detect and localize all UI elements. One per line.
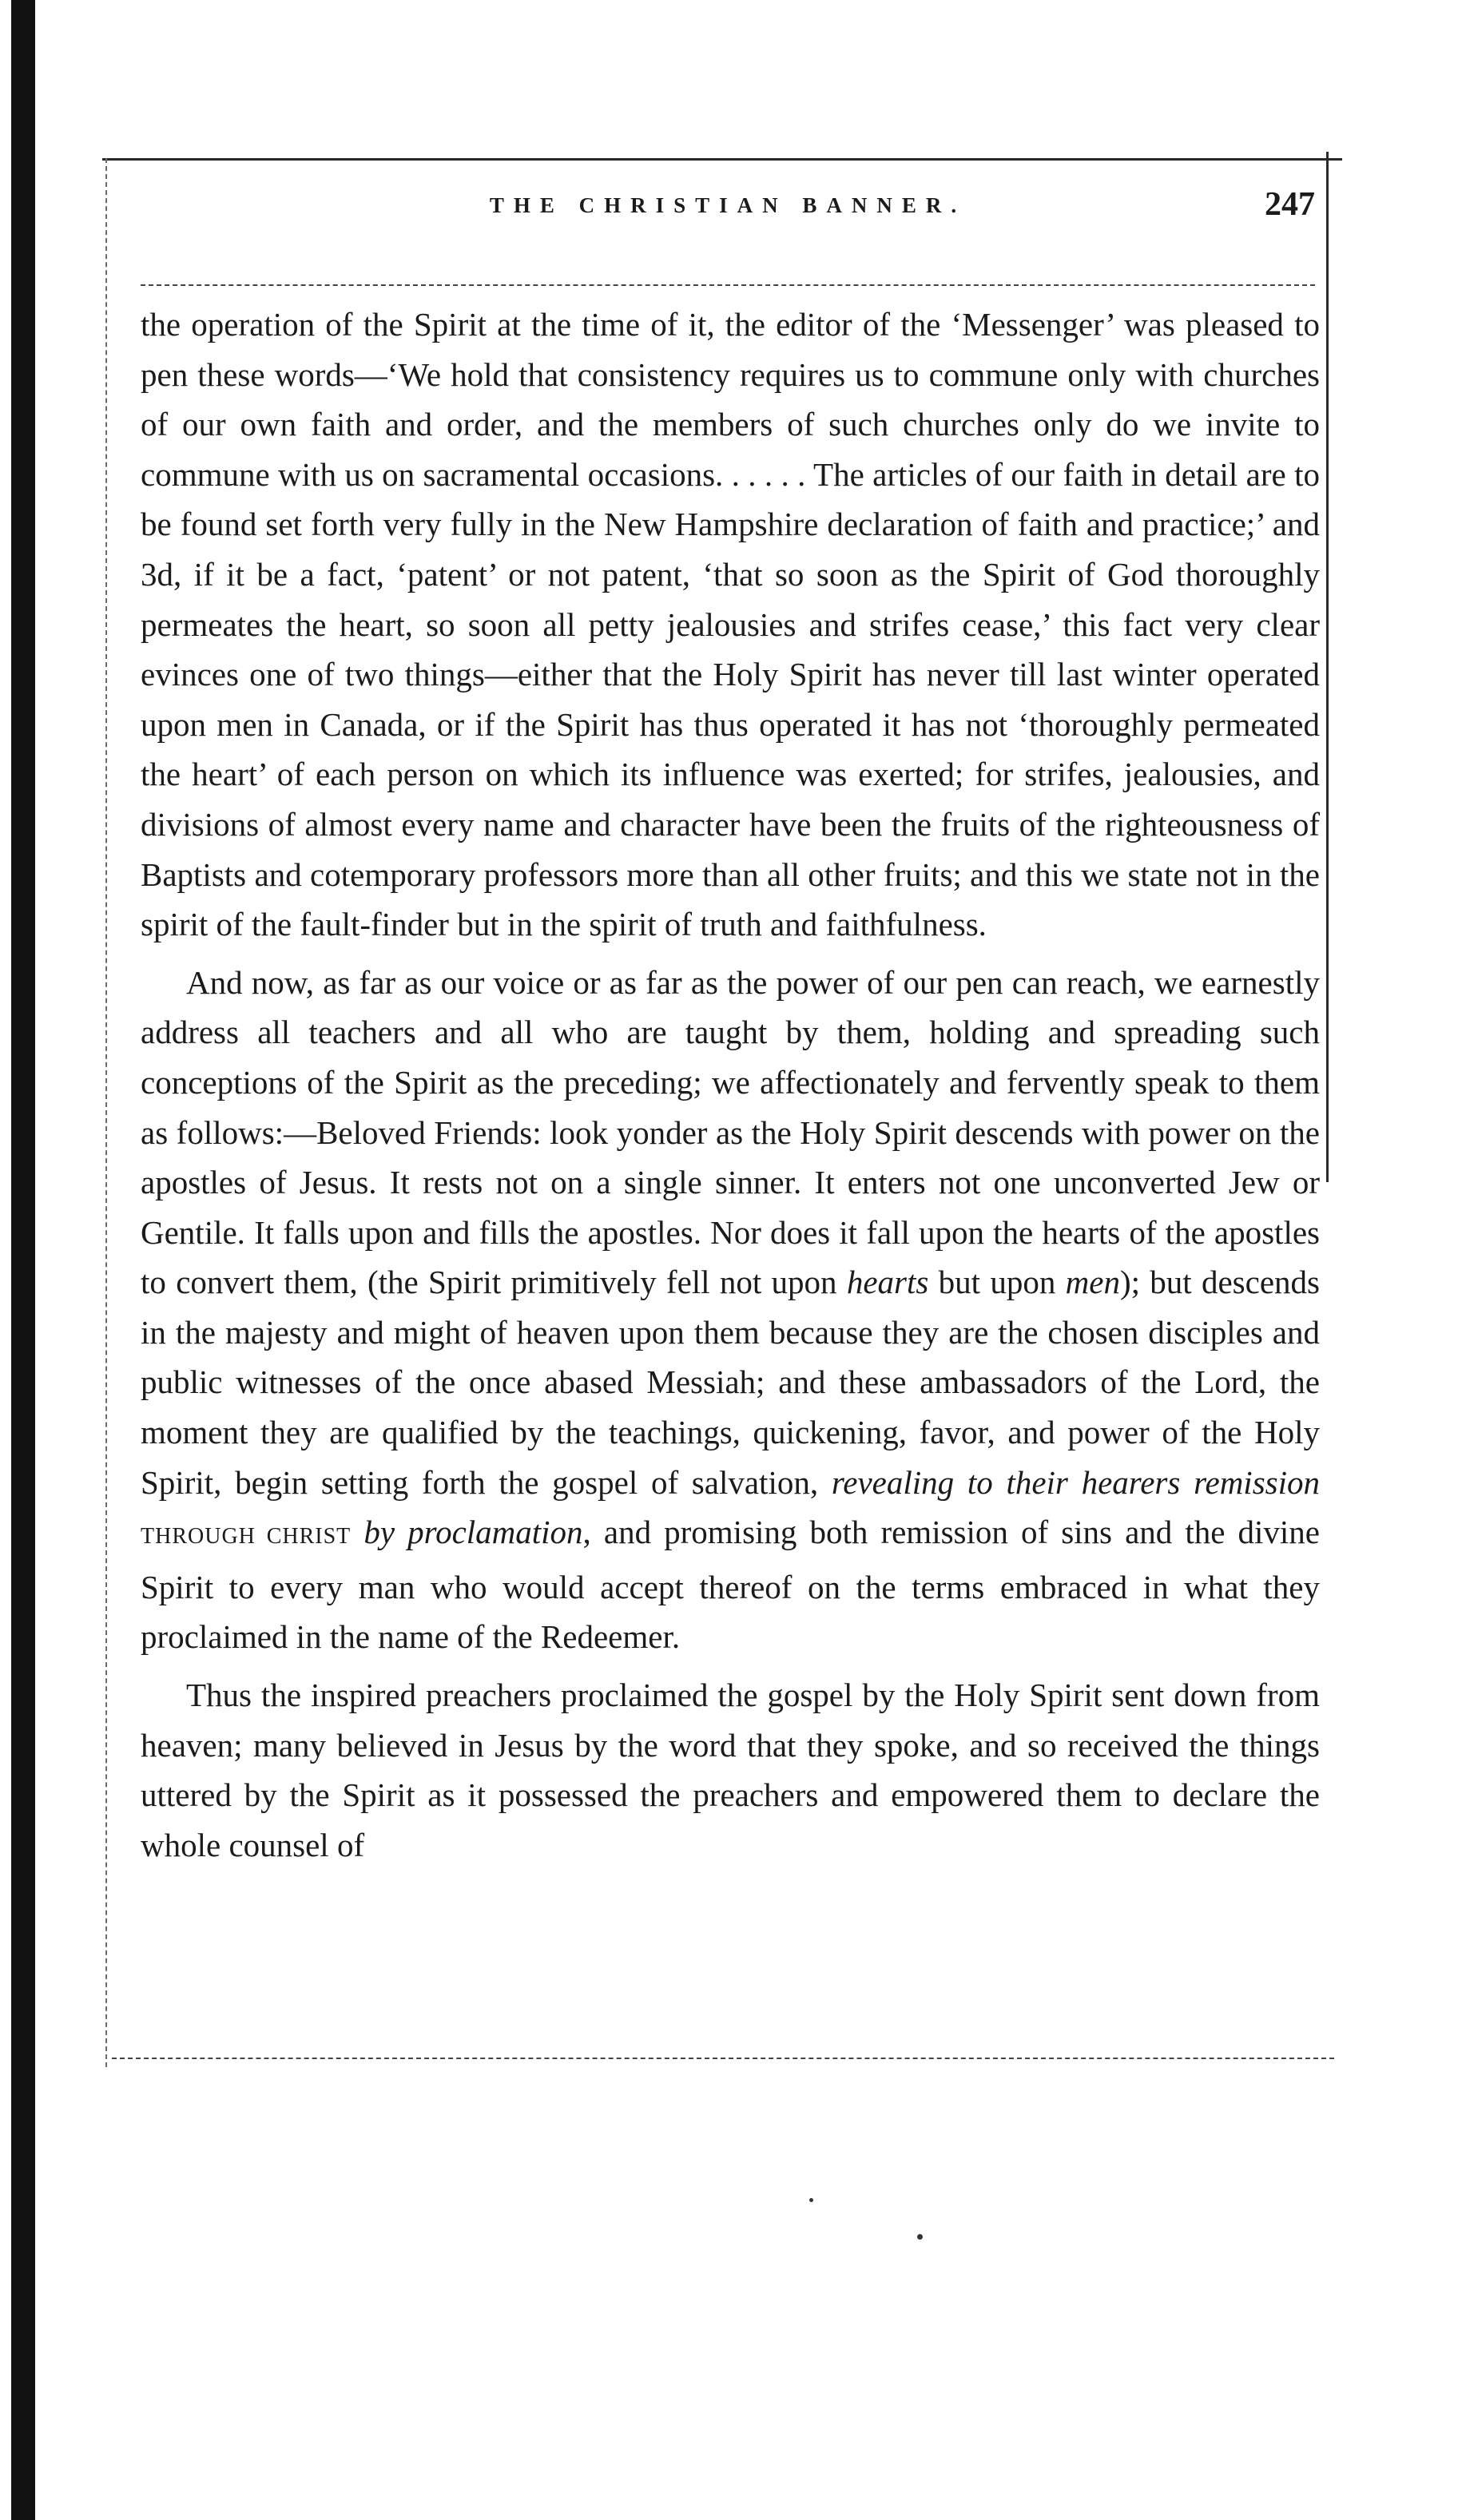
footer-rule bbox=[112, 2058, 1334, 2059]
frame-left-line bbox=[105, 158, 107, 2067]
frame-right-line bbox=[1326, 152, 1329, 1182]
binding-edge bbox=[11, 0, 35, 2520]
paragraph-3: Thus the inspired preachers proclaimed the gospel by the Holy Spirit sent down from heaven; many believed in Jesus by the word that they spoke, and so received the things uttered by the Spirit as it possessed the preachers and empowered them to declare the whole counsel of bbox=[141, 1677, 1320, 1863]
ink-speck bbox=[809, 2198, 813, 2202]
small-caps-through-christ: THROUGH CHRIST bbox=[141, 1524, 352, 1550]
paragraph-1: the operation of the Spirit at the time of it, the editor of the ‘Messenger’ was pleased to pen these words—‘We hold that consistency requires us to commune only with churches of our own faith and order, and the members of such churches only do we invite to commune with us on sacramental occasions. . . . . . The articles of our faith in detail are to be found set forth very fully in the New Hampshire declaration of faith and practice;’ and 3d, if it be a fact, ‘patent’ or not patent, ‘that so soon as the Spirit of God thoroughly permeates the heart, so soon all petty jealousies and strifes cease,’ this fact very clear evinces one of two things—either that the Holy Spirit has never till last winter operated upon men in Canada, or if the Spirit has thus operated it has not ‘thoroughly permeated the heart’ of each person on which its influence was exerted; for strifes, jealousies, and divisions of almost every name and character have been the fruits of the righteousness of Baptists and cotemporary professors more than all other fruits; and this we state not in the spirit of the fault-finder but in the spirit of truth and faithfulness. bbox=[141, 306, 1320, 943]
paragraph-2-text: , and promising both remission of sins and the divine Spirit to every man who would accept thereof on the terms embraced in what they proclaimed in the name of the Redeemer. bbox=[141, 1514, 1320, 1656]
paragraph-2 bbox=[141, 958, 1320, 1662]
running-title: THE CHRISTIAN BANNER. bbox=[489, 193, 967, 217]
page-header bbox=[141, 185, 1315, 236]
emphasis-by-proclamation: by proclamation bbox=[364, 1514, 583, 1551]
paragraph-2-text: And now, as far as our voice or as far as the power of our pen can reach, we earnestly address all teachers and all who are taught by them, holding and spreading such conceptions of the Spirit as the preceding; we affectionately and fervently speak to them as follows:—Beloved Friends: look yonder as the Holy Spirit descends with power on the apostles of Jesus. It rests not on a single sinner. It enters not one unconverted Jew or Gentile. It falls upon and fills the apostles. Nor does it fall upon the hearts of the apostles to convert them, (the Spirit primitively fell not upon bbox=[141, 963, 1320, 1301]
paragraph-2-text: but upon bbox=[928, 1264, 1066, 1301]
paragraph-2-text: ); but descends in the majesty and might of heaven upon them because they are the chosen disciples and public witnesses of the once abased Messiah; and these ambassadors of the Lord, the moment they are qualified by the teachings, quickening, favor, and power of the Holy Spirit, begin setting forth the gospel of salvation, bbox=[141, 1264, 1320, 1501]
header-rule bbox=[141, 284, 1315, 286]
emphasis-revealing: revealing to their hearers remission bbox=[831, 1463, 1320, 1501]
article-body bbox=[141, 300, 1320, 1878]
page-number: 247 bbox=[1265, 186, 1315, 223]
emphasis-men: men bbox=[1065, 1264, 1120, 1301]
frame-top-line bbox=[102, 158, 1342, 161]
ink-speck bbox=[917, 2234, 923, 2240]
emphasis-hearts: hearts bbox=[846, 1264, 929, 1301]
